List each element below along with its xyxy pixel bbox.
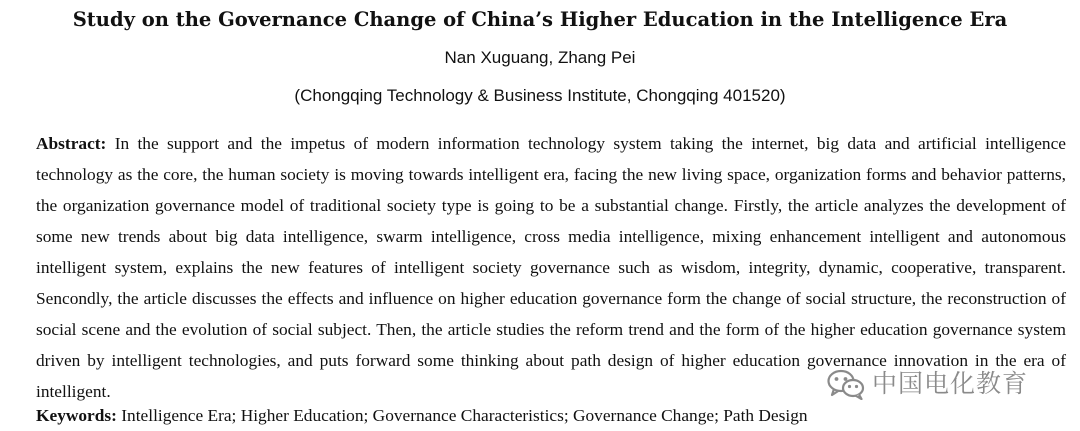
keywords-label: Keywords:: [36, 406, 117, 425]
watermark: [826, 366, 1028, 402]
abstract-label: Abstract:: [36, 134, 107, 153]
keywords-text: Intelligence Era; Higher Education; Governance Characteristics; Governance Change; Path Design: [121, 406, 808, 425]
paper-title: Study on the Governance Change of China’s Higher Education in the Intelligence Era: [72, 8, 1008, 31]
watermark-text: 中国电化教育: [872, 369, 1029, 398]
wechat-icon: [826, 368, 866, 400]
keywords-paragraph: [36, 400, 1066, 431]
paper-affiliation: (Chongqing Technology & Business Institute, Chongqing 401520): [294, 86, 786, 105]
paper-authors: Nan Xuguang, Zhang Pei: [444, 48, 636, 67]
abstract-text: In the support and the impetus of modern information technology system taking the internet, big data and artificial intelligence technology as the core, the human society is moving towards intelligent era, facing the new living space, organization forms and behavior patterns, the organization governance model of traditional society type is going to be a substantial change. Firstly, the article analyzes the development of some new trends about big data intelligence, swarm intelligence, cross media intelligence, mixing enhancement intelligent and autonomous intelligent system, explains the new features of intelligent society governance such as wisdom, integrity, dynamic, cooperative, transparent. Sencondly, the article discusses the effects and influence on higher education governance form the change of social structure, the reconstruction of social scene and the evolution of social subject. Then, the article studies the reform trend and the form of the higher education governance system driven by intelligent technologies, and puts forward some thinking about path design of higher education governance innovation in the era of intelligent.: [36, 134, 1066, 401]
